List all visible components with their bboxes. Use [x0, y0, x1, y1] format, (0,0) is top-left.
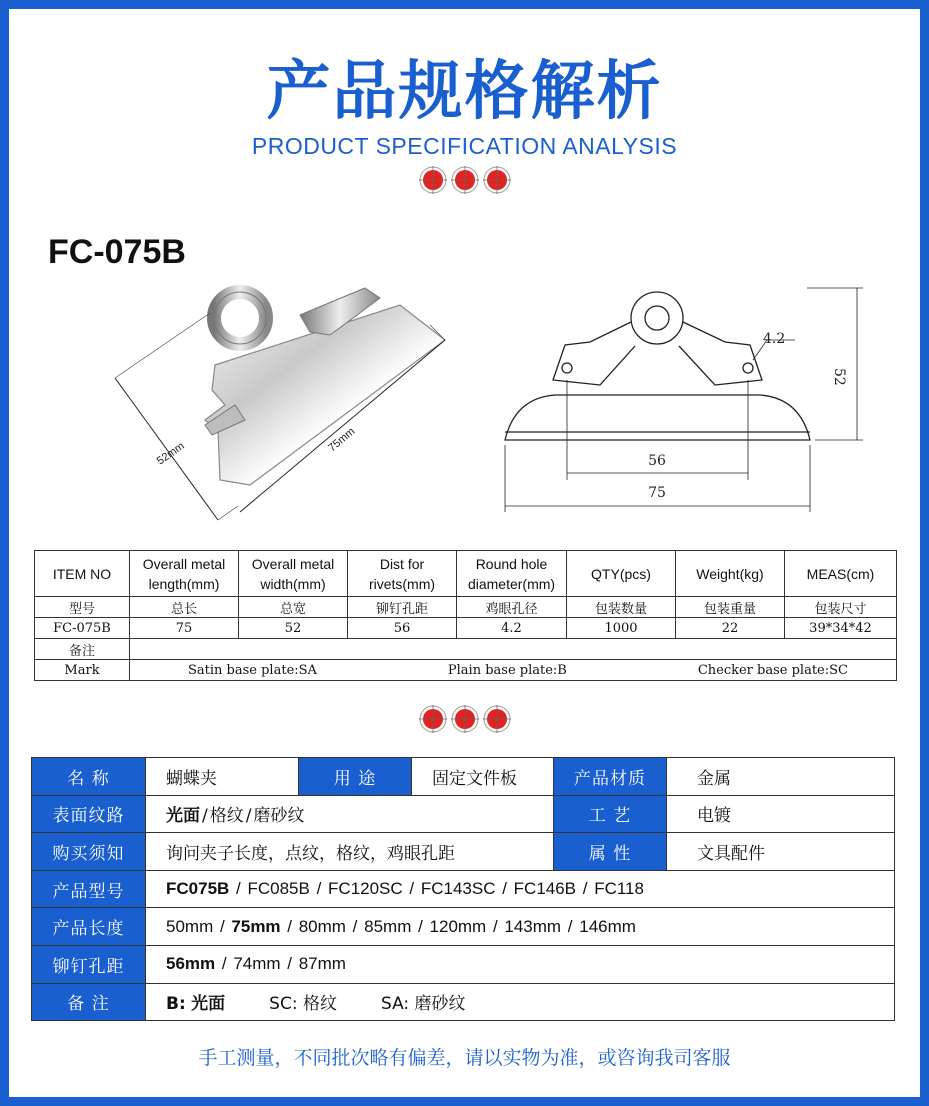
rivet-item: 56mm: [166, 954, 216, 974]
length-item: 85mm: [364, 916, 412, 936]
target-dot-icon: [450, 704, 480, 734]
spec-header-cell: 包装重量: [676, 597, 785, 618]
mark-plain: Plain base plate:B: [447, 662, 567, 678]
attr-label: 属 性: [554, 833, 667, 871]
height-dim-label: 52mm: [154, 440, 187, 468]
info-row-note: [32, 983, 895, 1021]
spec-value-cell: 22: [676, 618, 785, 639]
spec-header-cell: 包装尺寸: [785, 597, 897, 618]
spec-header-cell: Overall metal length(mm): [130, 551, 239, 597]
texture-item: 光面: [166, 806, 200, 827]
spec-header-cell: 总长: [130, 597, 239, 618]
width-dim-label: 75mm: [326, 425, 358, 455]
spec-header-cell: Overall metal width(mm): [239, 551, 348, 597]
texture-item: 磨砂纹: [253, 806, 305, 827]
spec-header-cell: 总宽: [239, 597, 348, 618]
length-item: 120mm: [429, 916, 487, 936]
model-title: FC-075B: [48, 233, 186, 271]
clip-tech-drawing: [495, 280, 875, 515]
clip-product-photo: [100, 280, 470, 530]
material-value: 金属: [667, 758, 895, 796]
use-value: 固定文件板: [412, 758, 554, 796]
info-table: [31, 757, 895, 1021]
spec-header-cell: QTY(pcs): [567, 551, 676, 597]
craft-label: 工 艺: [554, 795, 667, 833]
decor-dots-middle: [418, 704, 512, 734]
note-code: SC:: [269, 994, 298, 1015]
note-text: 格纹: [302, 994, 337, 1015]
info-row-name: [32, 758, 895, 796]
spec-header-cell: MEAS(cm): [785, 551, 897, 597]
info-row-length: [32, 908, 895, 946]
models-label: 产品型号: [32, 870, 146, 908]
craft-value: 电镀: [667, 795, 895, 833]
spec-header-cn-row: [35, 597, 897, 618]
model-item: FC075B: [166, 879, 230, 899]
length-item: 146mm: [579, 916, 636, 936]
spec-remark-row: [35, 639, 897, 660]
model-item: FC120SC: [328, 879, 403, 899]
info-row-rivet: [32, 945, 895, 983]
rivet-dist-label: 56: [648, 453, 666, 469]
target-dot-icon: [482, 704, 512, 734]
note-text: 磨砂纹: [414, 994, 466, 1015]
target-dot-icon: [418, 165, 448, 195]
texture-value: 光面 / 格纹 / 磨砂纹: [146, 795, 554, 833]
length-label: 产品长度: [32, 908, 146, 946]
info-row-buy: [32, 833, 895, 871]
length-value: 50mm / 75mm / 80mm / 85mm / 120mm / 143mm / 146mm: [146, 908, 895, 946]
mark-checker: Checker base plate:SC: [697, 662, 848, 678]
remark-value: [130, 639, 897, 660]
target-dot-icon: [482, 165, 512, 195]
buy-value: 询问夹子长度，点纹，格纹，鸡眼孔距: [146, 833, 554, 871]
rivet-label: 铆钉孔距: [32, 945, 146, 983]
rivet-item: 74mm: [233, 954, 281, 974]
spec-value-cell: 39*34*42: [785, 618, 897, 639]
info-row-models: [32, 870, 895, 908]
spec-value-cell: 56: [348, 618, 457, 639]
width-dim-label: 52: [831, 368, 847, 386]
target-dot-icon: [450, 165, 480, 195]
note-value: [146, 983, 895, 1021]
remark-label: 备注: [35, 639, 130, 660]
spec-header-cell: Dist for rivets(mm): [348, 551, 457, 597]
spec-header-cell: 包装数量: [567, 597, 676, 618]
spec-header-cell: Weight(kg): [676, 551, 785, 597]
spec-header-cell: 型号: [35, 597, 130, 618]
decor-dots-top: [418, 165, 512, 195]
material-label: 产品材质: [554, 758, 667, 796]
spec-header-cell: 铆钉孔距: [348, 597, 457, 618]
page-title: 产品规格解析: [266, 55, 663, 129]
name-label: 名 称: [32, 758, 146, 796]
footer-disclaimer: 手工测量，不同批次略有偏差，请以实物为准，或咨询我司客服: [198, 1047, 731, 1069]
spec-value-row: [35, 618, 897, 639]
rivet-value: 56mm / 74mm / 87mm: [146, 945, 895, 983]
mark-label: Mark: [35, 660, 130, 681]
name-value: 蝴蝶夹: [146, 758, 299, 796]
models-value: FC075B / FC085B / FC120SC / FC143SC / FC146B / FC118: [146, 870, 895, 908]
length-item: 75mm: [231, 916, 281, 936]
hole-dim-label: 4.2: [763, 331, 786, 347]
spec-value-cell: 4.2: [457, 618, 567, 639]
texture-label: 表面纹路: [32, 795, 146, 833]
length-dim-label: 75: [648, 485, 666, 501]
spec-table: [34, 550, 897, 681]
model-item: FC146B: [513, 879, 577, 899]
spec-value-cell: 1000: [567, 618, 676, 639]
texture-item: 格纹: [209, 806, 244, 827]
spec-header-en-row: [35, 551, 897, 597]
note-code: SA:: [380, 994, 410, 1015]
target-dot-icon: [418, 704, 448, 734]
note-label: 备 注: [32, 983, 146, 1021]
buy-label: 购买须知: [32, 833, 146, 871]
length-item: 50mm: [166, 916, 214, 936]
attr-value: 文具配件: [667, 833, 895, 871]
info-row-texture: [32, 795, 895, 833]
note-code: B:: [166, 994, 186, 1015]
mark-values: [130, 660, 897, 681]
spec-header-cell: ITEM NO: [35, 551, 130, 597]
note-text: 光面: [191, 994, 226, 1015]
spec-mark-row: [35, 660, 897, 681]
spec-value-cell: FC-075B: [35, 618, 130, 639]
model-item: FC118: [594, 879, 644, 899]
rivet-item: 87mm: [298, 954, 346, 974]
model-item: FC143SC: [420, 879, 496, 899]
model-item: FC085B: [247, 879, 310, 899]
spec-header-cell: Round hole diameter(mm): [457, 551, 567, 597]
spec-value-cell: 75: [130, 618, 239, 639]
use-label: 用 途: [299, 758, 412, 796]
mark-satin: Satin base plate:SA: [188, 662, 317, 678]
spec-value-cell: 52: [239, 618, 348, 639]
page-subtitle: PRODUCT SPECIFICATION ANALYSIS: [251, 133, 678, 159]
spec-header-cell: 鸡眼孔径: [457, 597, 567, 618]
length-item: 80mm: [298, 916, 346, 936]
length-item: 143mm: [504, 916, 562, 936]
